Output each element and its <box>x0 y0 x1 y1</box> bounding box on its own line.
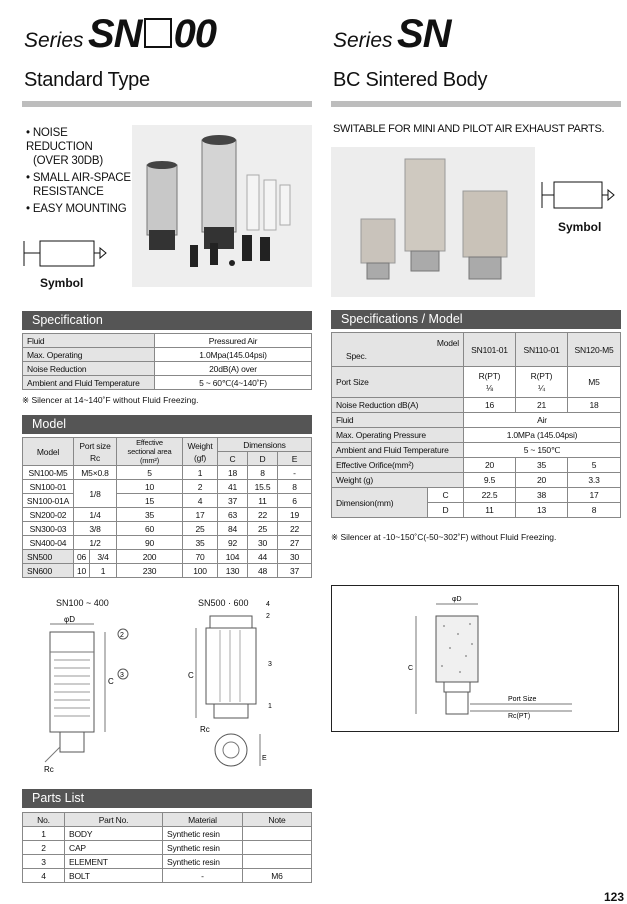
spec-label: Noise Reduction <box>23 362 155 376</box>
right-title <box>333 12 451 62</box>
svg-text:3: 3 <box>268 661 272 668</box>
series-model: SN <box>87 12 142 56</box>
drawing-b-title: SN500 · 600 <box>198 598 249 608</box>
svg-text:φD: φD <box>452 596 462 603</box>
table-row: 1 BODY Synthetic resin <box>23 827 312 841</box>
table-row <box>23 376 312 390</box>
table-row: Effective Orifice(mm²) 20 35 5 <box>332 458 621 473</box>
table-row: SN300-03 3/8 60 25 84 25 22 <box>23 522 312 536</box>
table-row: SN100-M5 M5×0.8 5 1 18 8 - <box>23 466 312 480</box>
left-title <box>24 12 216 62</box>
table-row: SN600 10 1 230 100 130 48 37 <box>23 564 312 578</box>
spec-label: Ambient and Fluid Temperature <box>23 376 155 390</box>
table-row <box>23 334 312 348</box>
left-features <box>26 126 136 216</box>
feature-line: • SMALL AIR-SPACE <box>26 172 131 184</box>
merged-port-cell: 1/8 <box>74 480 117 508</box>
svg-text:2: 2 <box>266 613 270 620</box>
svg-text:E: E <box>262 755 267 762</box>
col-model: Model <box>23 438 74 466</box>
svg-text:4: 4 <box>266 601 270 608</box>
symbol-label: Symbol <box>558 220 602 234</box>
svg-text:2: 2 <box>120 632 124 639</box>
col-d: D <box>248 452 278 466</box>
table-row: Ambient and Fluid Temperature 5 ~ 150℃ <box>332 443 621 458</box>
right-note: ※ Silencer at -10~150˚C(-50~302˚F) without Fluid Freezing. <box>331 532 557 542</box>
table-row: SN400-04 1/2 90 35 92 30 27 <box>23 536 312 550</box>
table-row: Max. Operating Pressure 1.0MPa (145.04psi) <box>332 428 621 443</box>
col-c: C <box>218 452 248 466</box>
table-row: Fluid Air <box>332 413 621 428</box>
table-row <box>23 362 312 376</box>
col-e: E <box>278 452 312 466</box>
series-model: SN <box>396 12 451 56</box>
table-row: Dimension(mm) C 22.5 38 17 <box>332 488 621 503</box>
drawing-a-title: SN100 ~ 400 <box>56 598 109 608</box>
spec-note: ※ Silencer at 14~140˚F without Fluid Freezing. <box>22 395 199 405</box>
table-row: SN100-01 1/8 10 2 41 15.5 8 <box>23 480 312 494</box>
feature-line: • NOISE REDUCTION <box>26 127 93 153</box>
table-header-row: No. Part No. Material Note <box>23 813 312 827</box>
left-subtitle: Standard Type <box>24 69 150 91</box>
table-row: 3 ELEMENT Synthetic resin <box>23 855 312 869</box>
table-header-row: Model Spec. SN101-01 SN110-01 SN120-M5 <box>332 333 621 367</box>
placeholder-box-icon <box>144 18 172 48</box>
col-weight: Weight (gf) <box>183 438 218 466</box>
table-row: Weight (g) 9.5 20 3.3 <box>332 473 621 488</box>
model-table <box>22 437 312 578</box>
silencer-symbol-icon <box>22 236 132 276</box>
table-row: Port Size R(PT) ⅛ R(PT) ¼ M5 <box>332 367 621 398</box>
series-model-suffix: 00 <box>173 12 217 56</box>
corner-cell: Model Spec. <box>332 333 464 367</box>
col-dimensions: Dimensions <box>218 438 312 452</box>
feature-line: (OVER 30DB) <box>33 155 104 167</box>
spec-value: 20dB(A) over <box>155 362 312 376</box>
spec-label: Fluid <box>23 334 155 348</box>
col-port: Port size Rc <box>74 438 117 466</box>
product-photo <box>331 147 535 297</box>
spec-table <box>22 333 312 390</box>
table-row: 4 BOLT - M6 <box>23 869 312 883</box>
spec-model-table <box>331 332 621 518</box>
svg-text:1: 1 <box>268 703 272 710</box>
spec-model-header: Specifications / Model <box>331 310 621 329</box>
parts-header: Parts List <box>22 789 312 808</box>
table-row: SN200-02 1/4 35 17 63 22 19 <box>23 508 312 522</box>
table-row <box>23 348 312 362</box>
svg-text:3: 3 <box>120 672 124 679</box>
left-symbol <box>22 236 132 292</box>
right-drawing-frame <box>331 585 619 732</box>
model-header: Model <box>22 415 312 434</box>
silencer-symbol-icon <box>540 176 624 216</box>
right-subtitle: BC Sintered Body <box>333 69 488 91</box>
svg-text:Rc: Rc <box>200 725 210 734</box>
table-row: SN100-01A 15 4 37 11 6 <box>23 494 312 508</box>
feature-line: • EASY MOUNTING <box>26 203 127 215</box>
table-header-row <box>23 438 312 452</box>
table-row: Noise Reduction dB(A) 16 21 18 <box>332 398 621 413</box>
series-word: Series <box>333 29 393 52</box>
table-row: 2 CAP Synthetic resin <box>23 841 312 855</box>
spec-value: 1.0Mpa(145.04psi) <box>155 348 312 362</box>
table-row: D 11 13 8 <box>332 503 621 518</box>
drawing-sn500-600 <box>180 600 310 780</box>
series-word: Series <box>24 29 84 52</box>
left-title-rule <box>22 101 312 107</box>
svg-text:Port Size: Port Size <box>508 696 537 703</box>
product-photo <box>132 125 312 287</box>
svg-text:Rc: Rc <box>44 765 54 774</box>
table-row: SN500 06 3/4 200 70 104 44 30 <box>23 550 312 564</box>
symbol-label: Symbol <box>40 276 84 290</box>
label-d: φD <box>64 615 75 624</box>
feature-line: RESISTANCE <box>33 186 104 198</box>
svg-text:C: C <box>188 671 194 680</box>
spec-label: Max. Operating <box>23 348 155 362</box>
col-area: Effective sectional area (mm²) <box>117 438 183 466</box>
right-tagline: SWITABLE FOR MINI AND PILOT AIR EXHAUST PARTS. <box>333 123 605 135</box>
right-title-rule <box>331 101 621 107</box>
spec-value: 5 ~ 60℃(4~140˚F) <box>155 376 312 390</box>
page-number: 123 <box>604 890 625 904</box>
sintered-silencer-drawing <box>332 586 618 731</box>
svg-text:Rc(PT): Rc(PT) <box>508 713 531 720</box>
spec-value: Pressured Air <box>155 334 312 348</box>
parts-table <box>22 812 312 883</box>
svg-text:C: C <box>408 665 414 672</box>
drawing-sn100-400 <box>30 612 160 782</box>
right-symbol <box>540 176 624 236</box>
svg-text:C: C <box>108 677 114 686</box>
spec-header: Specification <box>22 311 312 330</box>
